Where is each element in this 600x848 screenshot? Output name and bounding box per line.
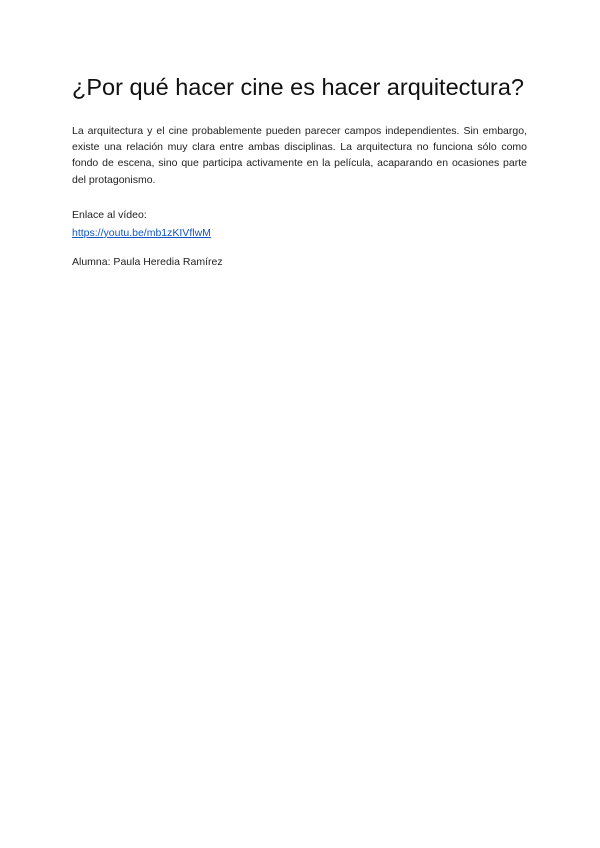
intro-paragraph: La arquitectura y el cine probablemente pueden parecer campos independientes. Sin embargo, existe una relación muy clara entre ambas disciplinas. La arquitectura no funciona sólo como fondo de escena, sino que participa activamente en la película, acaparando en ocasiones parte del protagonismo. (72, 125, 527, 186)
document-page (72, 72, 527, 270)
video-link-label: Enlace al vídeo: (72, 208, 147, 221)
video-link[interactable]: https://youtu.be/mb1zKIVflwM (72, 226, 211, 239)
student-name: Alumna: Paula Heredia Ramírez (72, 255, 223, 268)
document-title: ¿Por qué hacer cine es hacer arquitectura? (72, 74, 524, 100)
